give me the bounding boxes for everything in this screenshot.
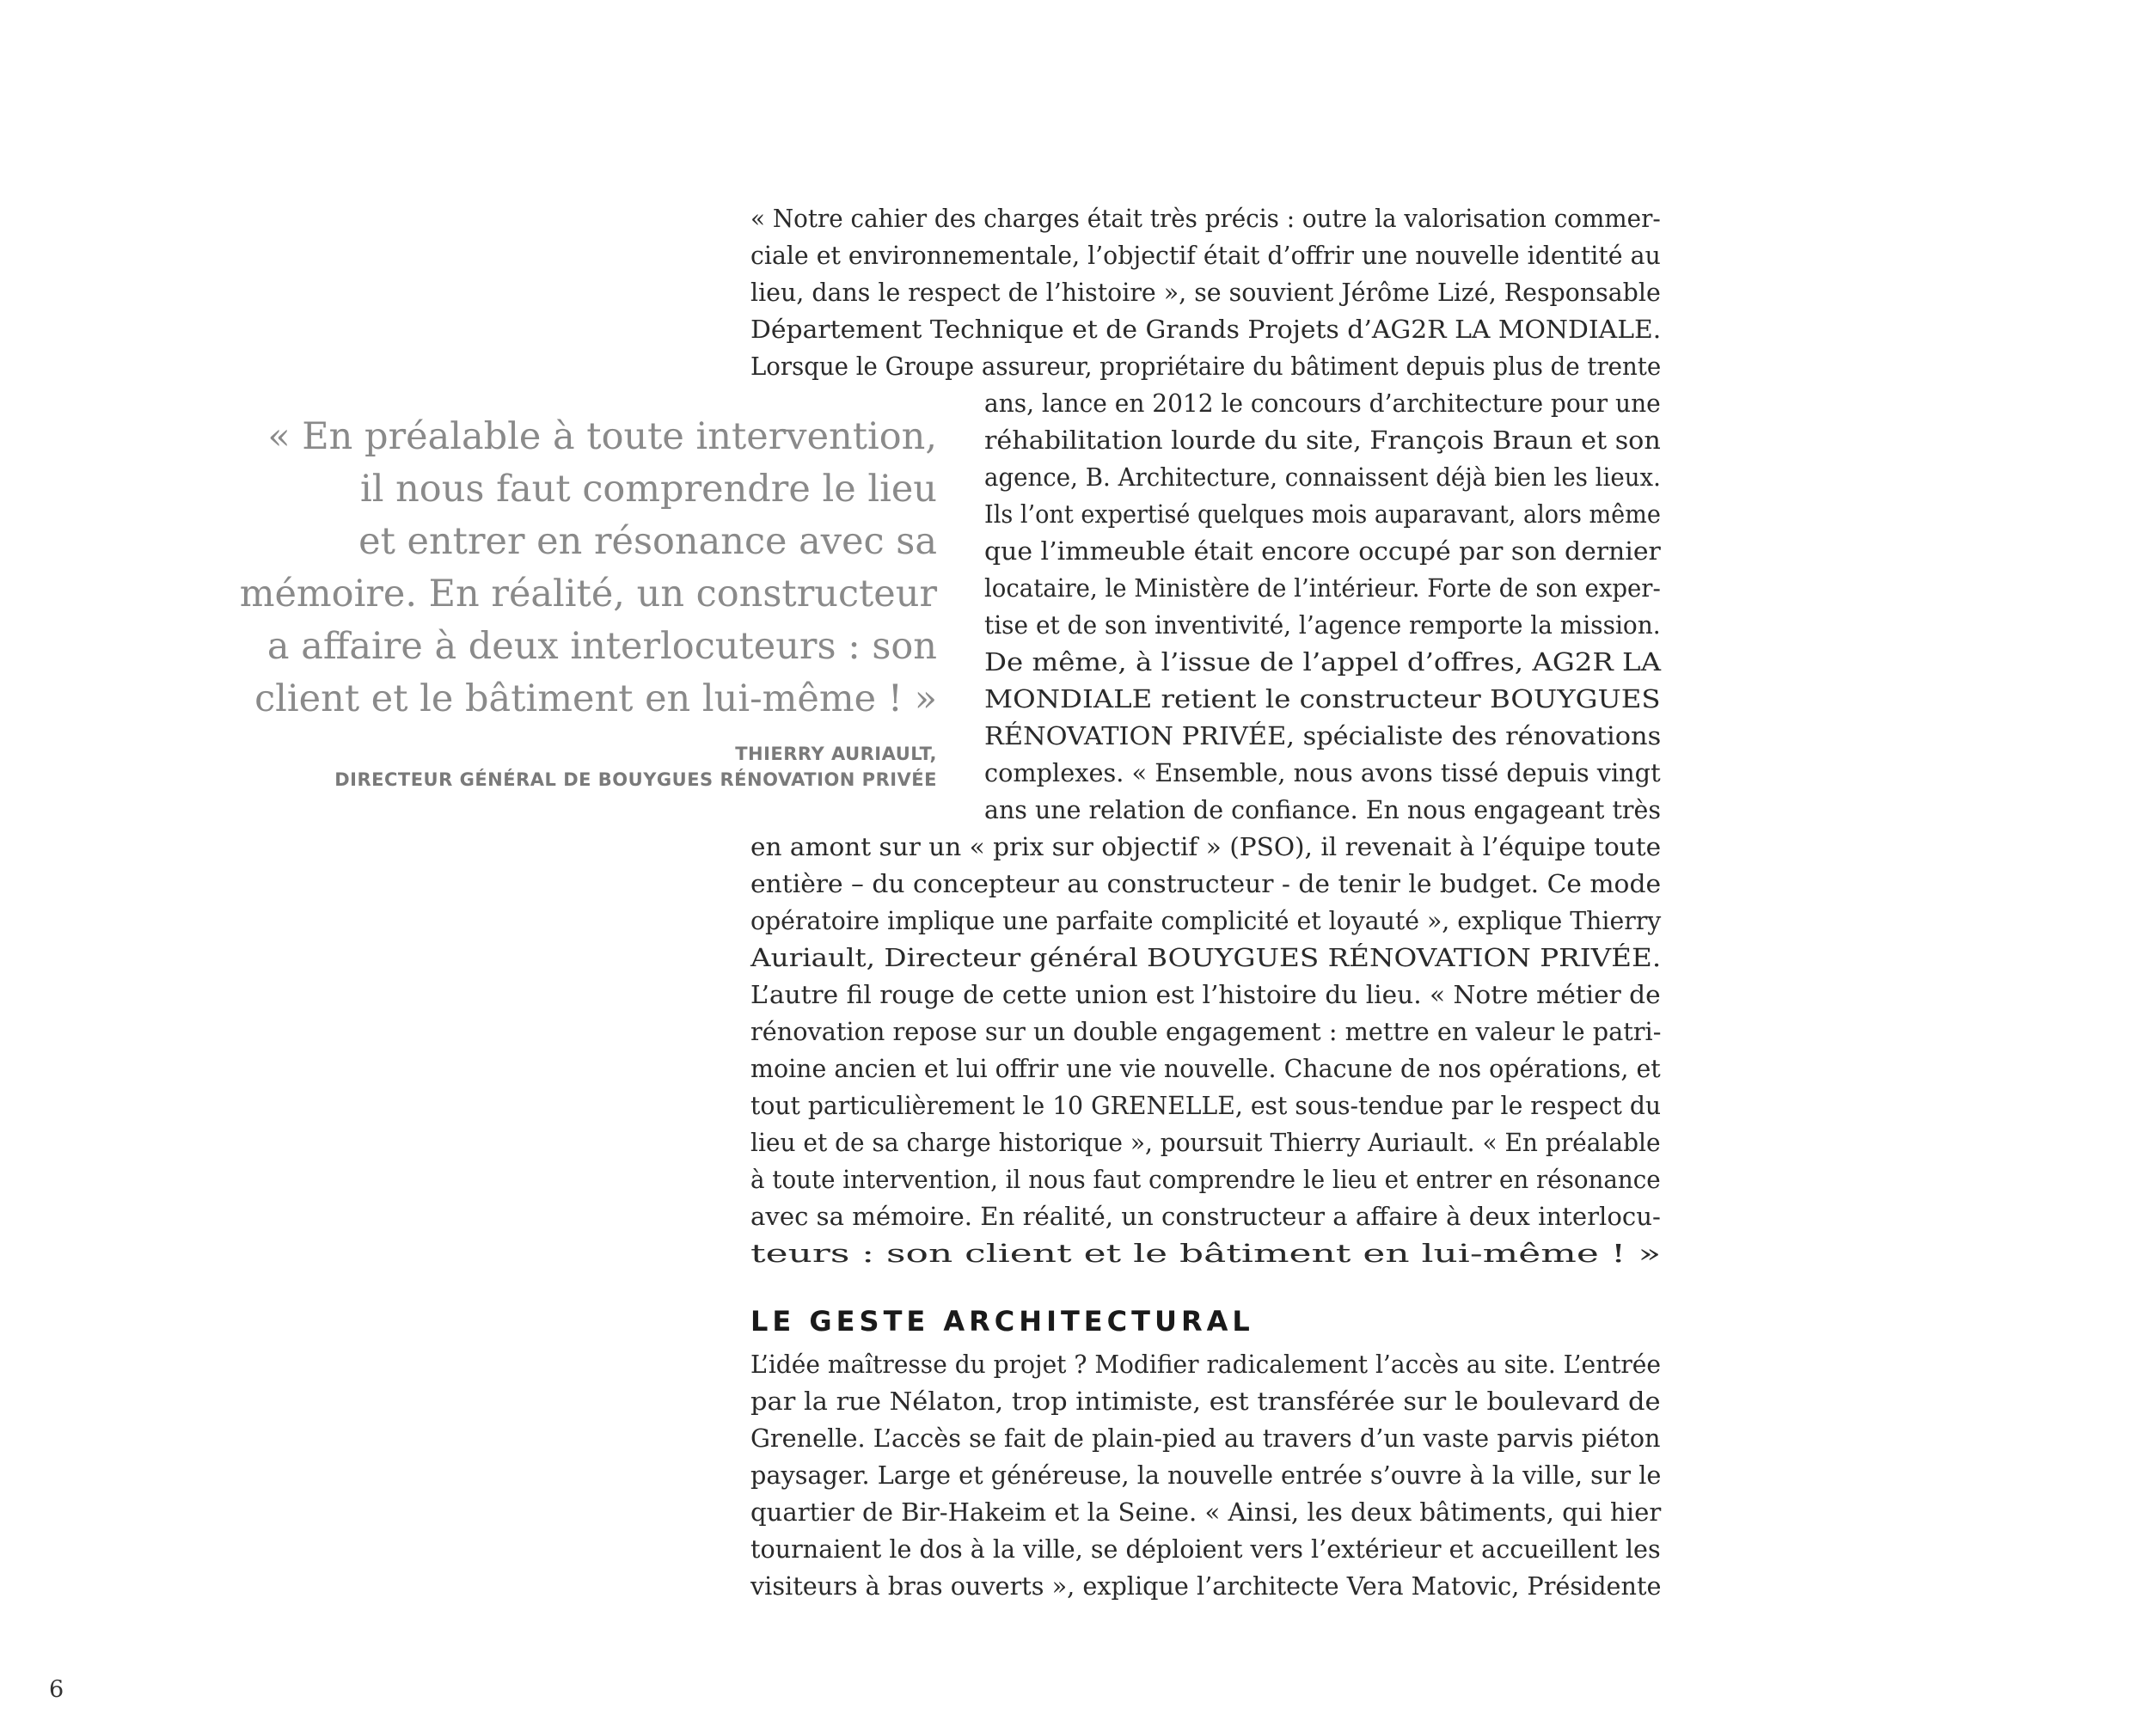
pull-quote-line: « En préalable à toute intervention,	[267, 415, 937, 458]
body-line: teurs : son client et le bâtiment en lui-même ! »	[750, 1239, 1662, 1268]
pull-quote-line: a affaire à deux interlocuteurs : son	[266, 625, 937, 668]
body-line: opératoire implique une parfaite complicité et loyauté », explique Thierry	[750, 906, 1662, 935]
body-line: réhabilitation lourde du site, François Braun et son	[984, 426, 1661, 455]
body-line: locataire, le Ministère de l’intérieur. Forte de son exper-	[984, 573, 1661, 603]
pull-quote-line: mémoire. En réalité, un constructeur	[239, 573, 937, 615]
body-line: Auriault, Directeur général BOUYGUES RÉNOVATION PRIVÉE.	[750, 943, 1662, 972]
body-line: ciale et environnementale, l’objectif était d’offrir une nouvelle identité au	[750, 241, 1661, 270]
body-line: tout particulièrement le 10 GRENELLE, est sous-tendue par le respect du	[750, 1091, 1662, 1120]
body-line: Lorsque le Groupe assureur, propriétaire du bâtiment depuis plus de trente	[750, 352, 1662, 381]
body-line: RÉNOVATION PRIVÉE, spécialiste des rénovations	[984, 721, 1662, 750]
section-heading: LE GESTE ARCHITECTURAL	[750, 1305, 1254, 1338]
body-line: que l’immeuble était encore occupé par son dernier	[984, 536, 1661, 566]
page-number: 6	[49, 1676, 64, 1703]
section-line: quartier de Bir-Hakeim et la Seine. « Ainsi, les deux bâtiments, qui hier	[750, 1497, 1662, 1527]
body-line: Département Technique et de Grands Projets d’AG2R LA MONDIALE.	[750, 315, 1662, 344]
body-line: rénovation repose sur un double engagement : mettre en valeur le patri-	[750, 1017, 1662, 1046]
body-line: De même, à l’issue de l’appel d’offres, AG2R LA	[984, 647, 1662, 677]
pull-quote-line: client et le bâtiment en lui-même ! »	[254, 677, 937, 720]
body-line: à toute intervention, il nous faut comprendre le lieu et entrer en résonance	[750, 1165, 1661, 1194]
section-line: paysager. Large et généreuse, la nouvelle entrée s’ouvre à la ville, sur le	[750, 1460, 1662, 1490]
body-line: avec sa mémoire. En réalité, un constructeur a affaire à deux interlocu-	[750, 1202, 1661, 1231]
body-line: Ils l’ont expertisé quelques mois auparavant, alors même	[984, 499, 1661, 529]
body-line: ans, lance en 2012 le concours d’architecture pour une	[984, 389, 1661, 418]
pull-quote-line: et entrer en résonance avec sa	[358, 520, 937, 563]
quote-attribution	[224, 741, 937, 793]
body-line: en amont sur un « prix sur objectif » (PSO), il revenait à l’équipe toute	[750, 832, 1662, 861]
section-line: visiteurs à bras ouverts », explique l’architecte Vera Matovic, Présidente	[750, 1571, 1662, 1601]
body-line: tise et de son inventivité, l’agence remporte la mission.	[984, 610, 1661, 640]
attribution-name: THIERRY AURIAULT,	[735, 744, 937, 764]
body-line: moine ancien et lui offrir une vie nouvelle. Chacune de nos opérations, et	[750, 1054, 1661, 1083]
body-line: complexes. « Ensemble, nous avons tissé depuis vingt	[984, 758, 1661, 787]
body-line: entière – du concepteur au constructeur - de tenir le budget. Ce mode	[750, 869, 1662, 898]
section-line: tournaient le dos à la ville, se déploient vers l’extérieur et accueillent les	[750, 1534, 1661, 1564]
body-line: L’autre fil rouge de cette union est l’histoire du lieu. « Notre métier de	[750, 980, 1661, 1009]
section-line: par la rue Nélaton, trop intimiste, est transférée sur le boulevard de	[750, 1387, 1661, 1416]
body-line: ans une relation de confiance. En nous engageant très	[984, 795, 1661, 824]
pull-quote-line: il nous faut comprendre le lieu	[359, 468, 937, 511]
body-line: agence, B. Architecture, connaissent déjà bien les lieux.	[984, 462, 1661, 492]
body-line: « Notre cahier des charges était très précis : outre la valorisation commer-	[750, 204, 1661, 233]
body-line: lieu, dans le respect de l’histoire », se souvient Jérôme Lizé, Responsable	[750, 278, 1661, 307]
attribution-title: DIRECTEUR GÉNÉRAL DE BOUYGUES RÉNOVATION PRIVÉE	[334, 769, 937, 790]
body-line: MONDIALE retient le constructeur BOUYGUES	[984, 684, 1661, 713]
pull-quote	[224, 411, 937, 726]
section-line: Grenelle. L’accès se fait de plain-pied au travers d’un vaste parvis piéton	[750, 1424, 1661, 1453]
section-line: L’idée maîtresse du projet ? Modifier radicalement l’accès au site. L’entrée	[750, 1350, 1662, 1379]
body-line: lieu et de sa charge historique », poursuit Thierry Auriault. « En préalable	[750, 1128, 1661, 1157]
